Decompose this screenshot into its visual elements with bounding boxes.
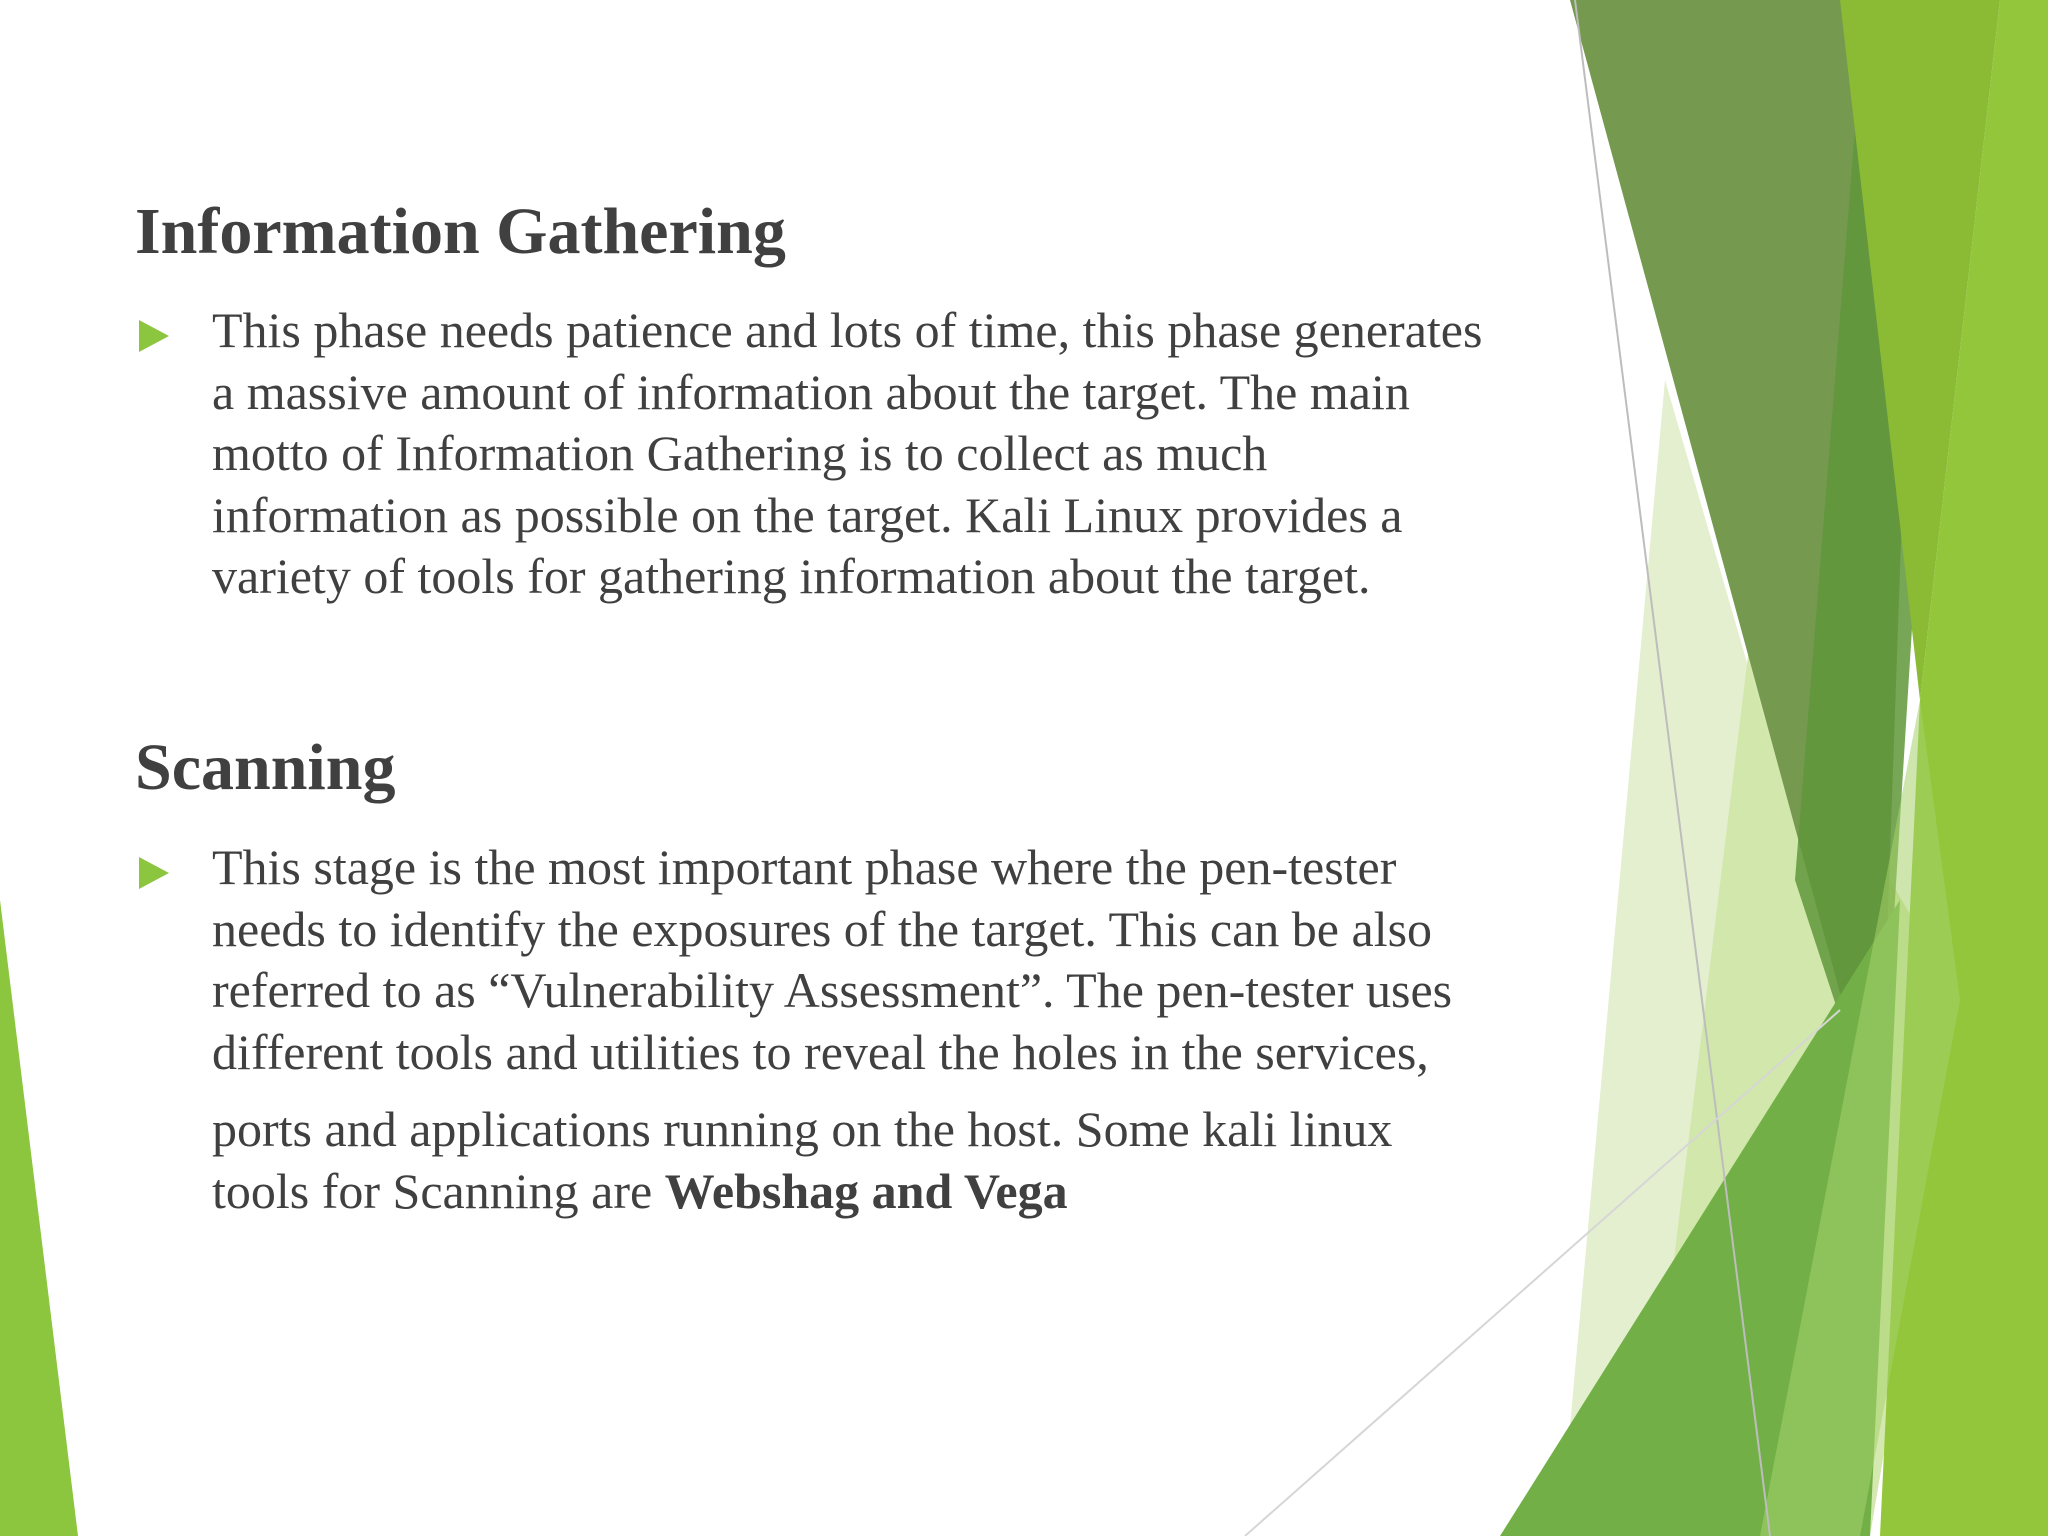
text-line: ports and applications running on the host. Some kali linux [212,1101,1393,1157]
text-line-last [212,1161,1535,1223]
bullet-text [212,837,1535,1222]
text-line: This phase needs patience and lots of time, this phase generates [212,302,1483,358]
tool-names-bold: Webshag and Vega [664,1162,1068,1219]
bullet-triangle-icon [139,857,169,889]
section-heading-scanning: Scanning [135,731,396,804]
section-heading-information-gathering: Information Gathering [135,195,786,268]
left-green-sliver [0,900,78,1536]
bullet-scanning [135,837,1535,1222]
text-line: referred to as “Vulnerability Assessment”. The pen-tester uses [212,962,1453,1018]
bullet-information-gathering [135,300,1535,608]
text-line: different tools and utilities to reveal the holes in the services, [212,1023,1429,1080]
text-line: motto of Information Gathering is to collect as much [212,425,1268,481]
text-line: information as possible on the target. Kali Linux provides a [212,486,1403,543]
text-line: needs to identify the exposures of the target. This can be also [212,900,1433,957]
bullet-triangle-icon [139,320,169,352]
text-line: a massive amount of information about the target. The main [212,363,1410,420]
text-fragment: tools for Scanning are [212,1162,665,1219]
text-line: This stage is the most important phase where the pen-tester [212,839,1397,895]
text-line: variety of tools for gathering information about the target. [212,548,1371,604]
bullet-text [212,300,1535,608]
